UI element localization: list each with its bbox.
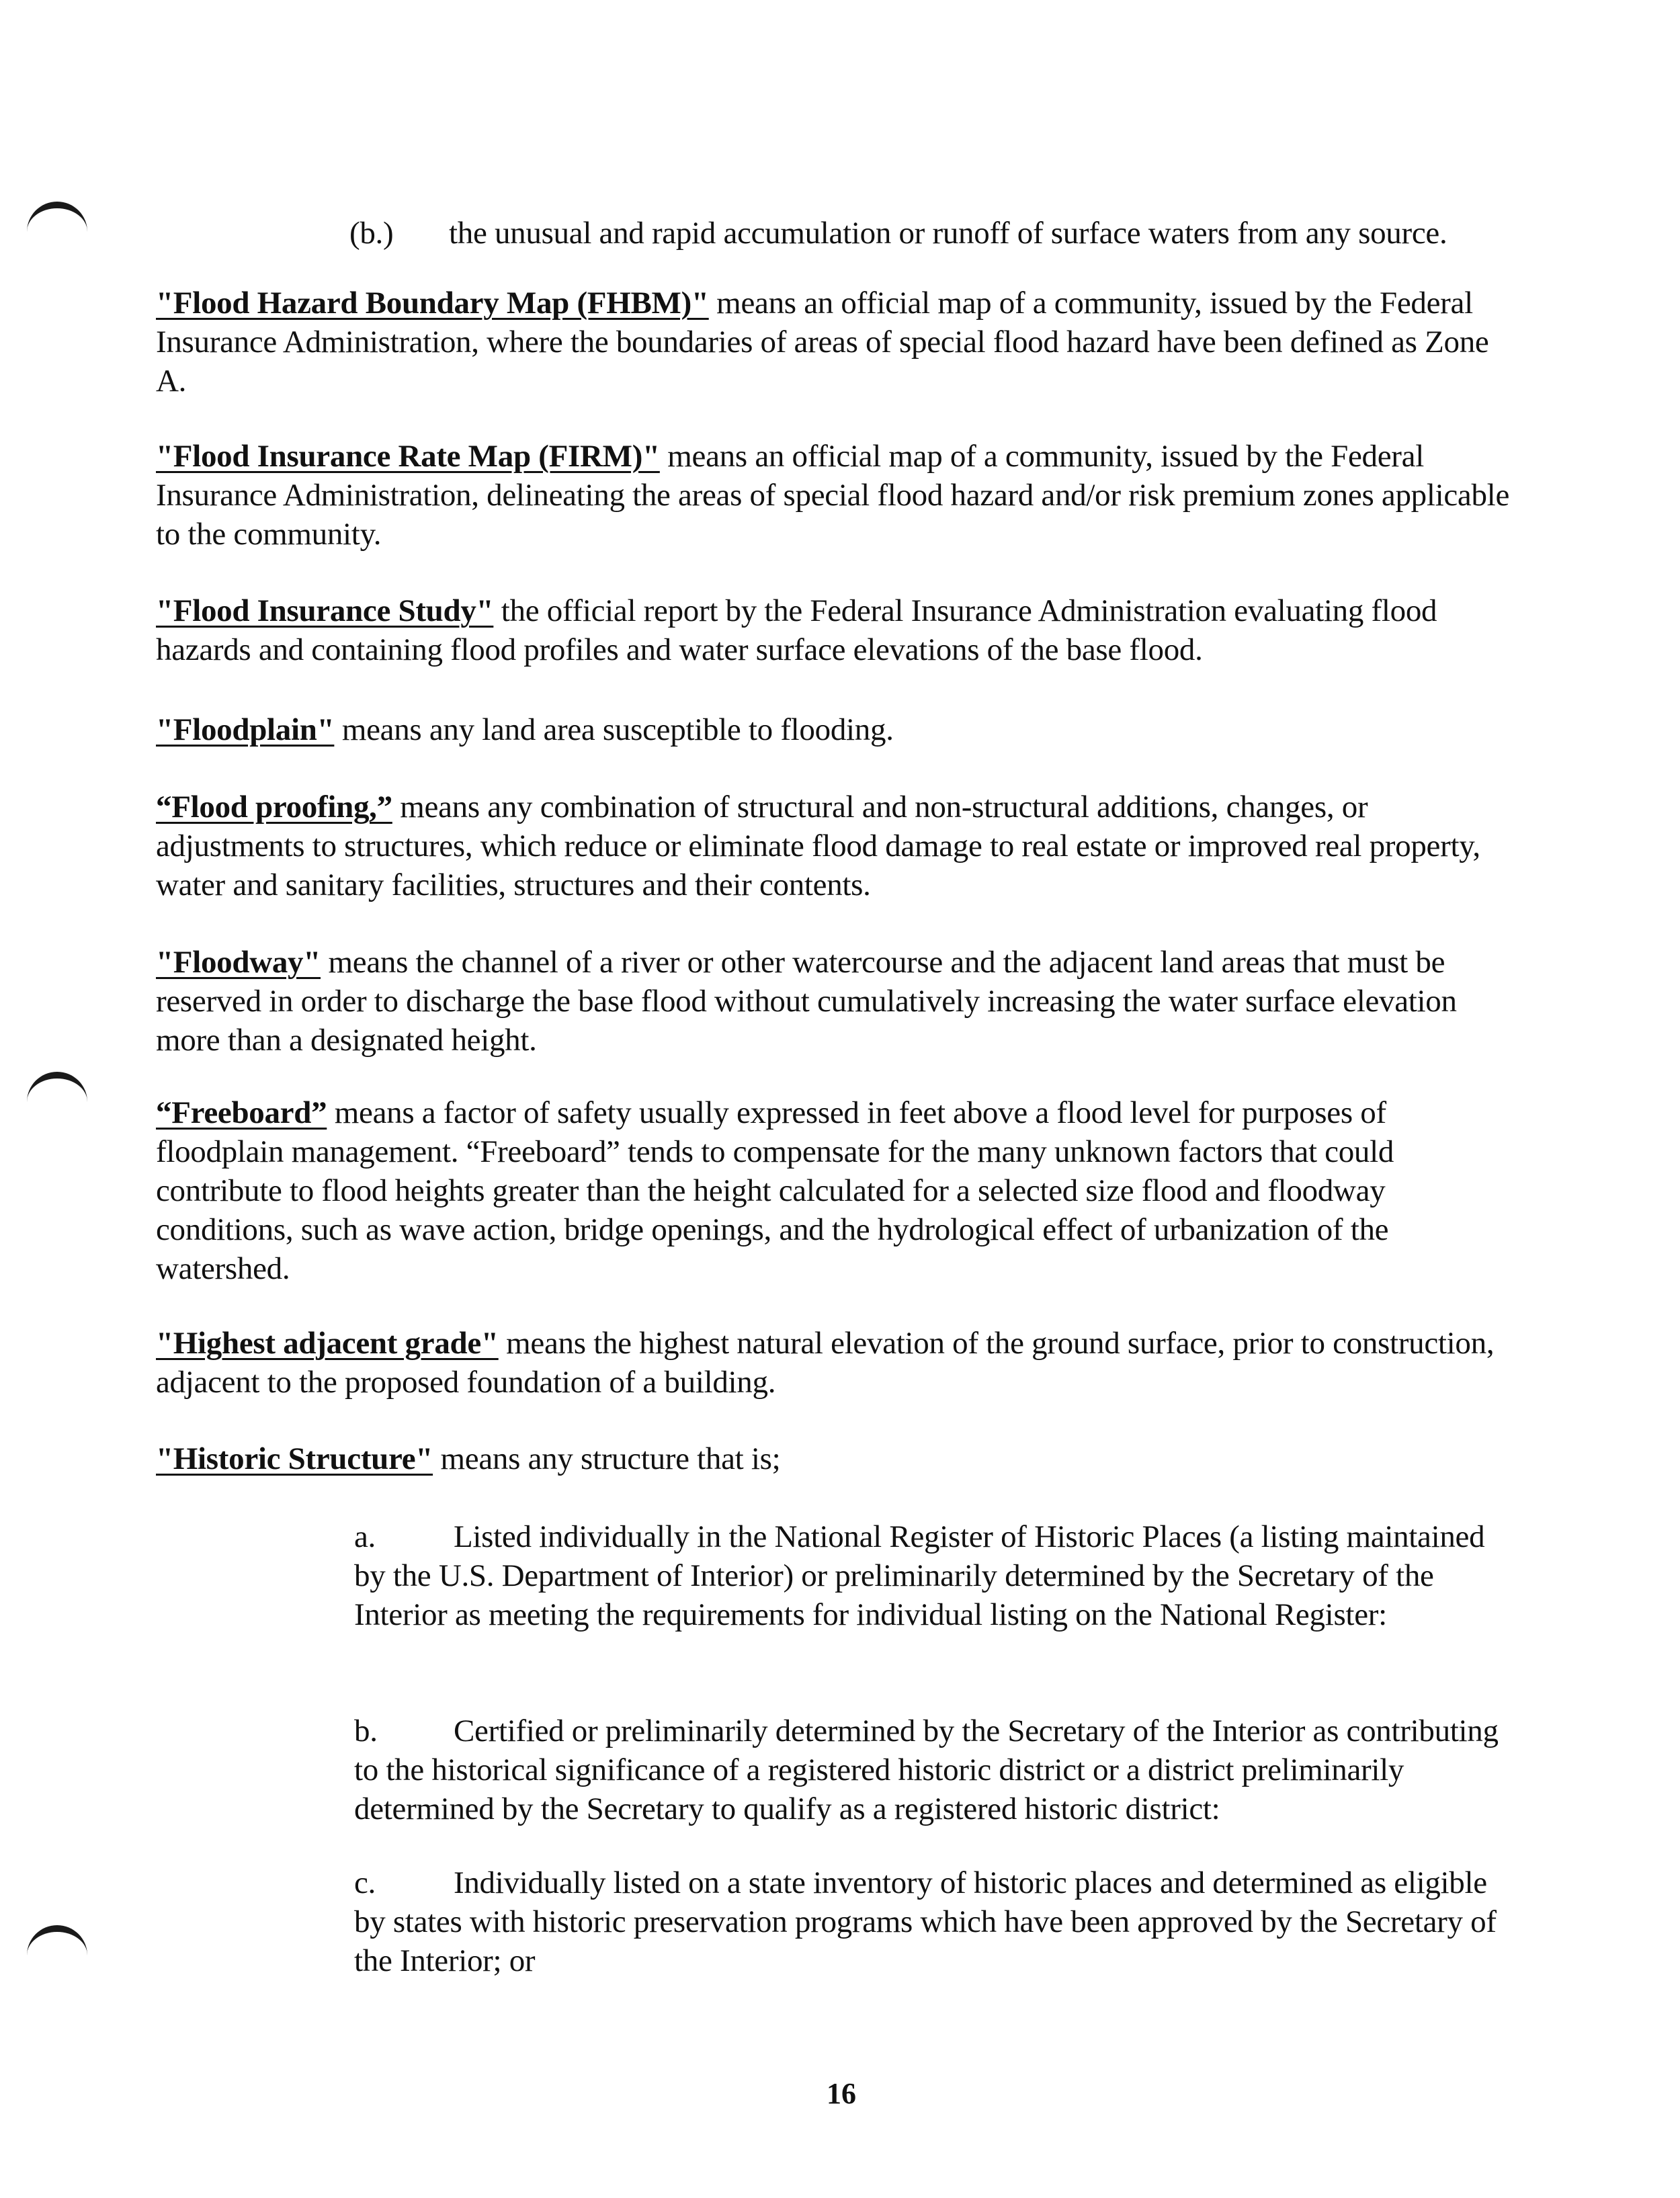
historic-criterion-c [354,1863,1523,1980]
intro-clause [349,214,1519,253]
punch-hole-mark [27,1925,87,1965]
definition-text: means any structure that is; [433,1441,781,1476]
definition-text: means an official map of a community, issued by the Federal Insurance Administration, delineating the areas of special flood hazard and/or risk premium zones applicable to the community. [156,439,1510,552]
definition-highest-adjacent-grade [156,1324,1520,1402]
definition-text: means the highest natural elevation of the ground surface, prior to construction, adjacent to the proposed foundation of a building. [156,1326,1495,1400]
intro-label: (b.) [349,216,394,251]
definition-fhbm [156,284,1520,400]
definition-text: the official report by the Federal Insurance Administration evaluating flood hazards and containing flood profiles and water surface elevations of the base flood. [156,593,1437,667]
sub-item-label: c. [354,1865,376,1900]
page-number: 16 [827,2077,856,2110]
definition-floodway [156,943,1520,1060]
historic-criterion-b [354,1711,1523,1828]
definition-floodplain [156,710,1520,749]
definition-text: means a factor of safety usually expressed in feet above a flood level for purposes of floodplain management. “Freeboard” tends to compensate for the many unknown factors that could contribute to flood heights greater than the height calculated for a selected size flood and floodway conditions, such as wave action, bridge openings, and the hydrological effect of urbanization of the watershed. [156,1095,1394,1286]
definition-freeboard [156,1093,1520,1288]
sub-item-label: b. [354,1714,378,1748]
definition-historic-structure [156,1439,1520,1478]
definition-term: "Floodplain" [156,712,335,747]
definition-firm [156,437,1520,554]
sub-item-text: Certified or preliminarily determined by the Secretary of the Interior as contributing to the historical significance of a registered historic district or a district preliminarily determined by the Secretary to qualify as a registered historic district: [354,1714,1499,1826]
definition-term: "Flood Insurance Study" [156,593,494,628]
definition-flood-proofing [156,788,1520,904]
sub-item-text: Individually listed on a state inventory of historic places and determined as eligible by states with historic preservation programs which have been approved by the Secretary of the Interior; or [354,1865,1497,1978]
definition-text: means any combination of structural and non-structural additions, changes, or adjustments to structures, which reduce or eliminate flood damage to real estate or improved real property, water and sanitary facilities, structures and their contents. [156,790,1480,902]
definition-term: “Flood proofing,” [156,790,392,825]
definition-term: "Flood Hazard Boundary Map (FHBM)" [156,286,709,321]
punch-hole-mark [27,1072,87,1112]
sub-item-text: Listed individually in the National Register of Historic Places (a listing maintained by the U.S. Department of Interior) or preliminarily determined by the Secretary of the Interior as meeting the requirements for individual listing on the National Register: [354,1519,1485,1632]
sub-item-label: a. [354,1519,376,1554]
definition-text: means an official map of a community, issued by the Federal Insurance Administration, where the boundaries of areas of special flood hazard have been defined as Zone A. [156,286,1489,398]
definition-term: “Freeboard” [156,1095,327,1130]
historic-criterion-a [354,1517,1523,1634]
definition-text: means any land area susceptible to flooding. [334,712,894,747]
definition-term: "Historic Structure" [156,1441,433,1476]
definition-term: "Floodway" [156,945,321,980]
intro-text: the unusual and rapid accumulation or runoff of surface waters from any source. [449,216,1447,251]
definition-term: "Flood Insurance Rate Map (FIRM)" [156,439,660,474]
definition-text: means the channel of a river or other watercourse and the adjacent land areas that must be reserved in order to discharge the base flood without cumulatively increasing the water surface elevation more than a designated height. [156,945,1457,1058]
punch-hole-mark [27,202,87,242]
definition-term: "Highest adjacent grade" [156,1326,499,1361]
definition-flood-insurance-study [156,591,1520,669]
